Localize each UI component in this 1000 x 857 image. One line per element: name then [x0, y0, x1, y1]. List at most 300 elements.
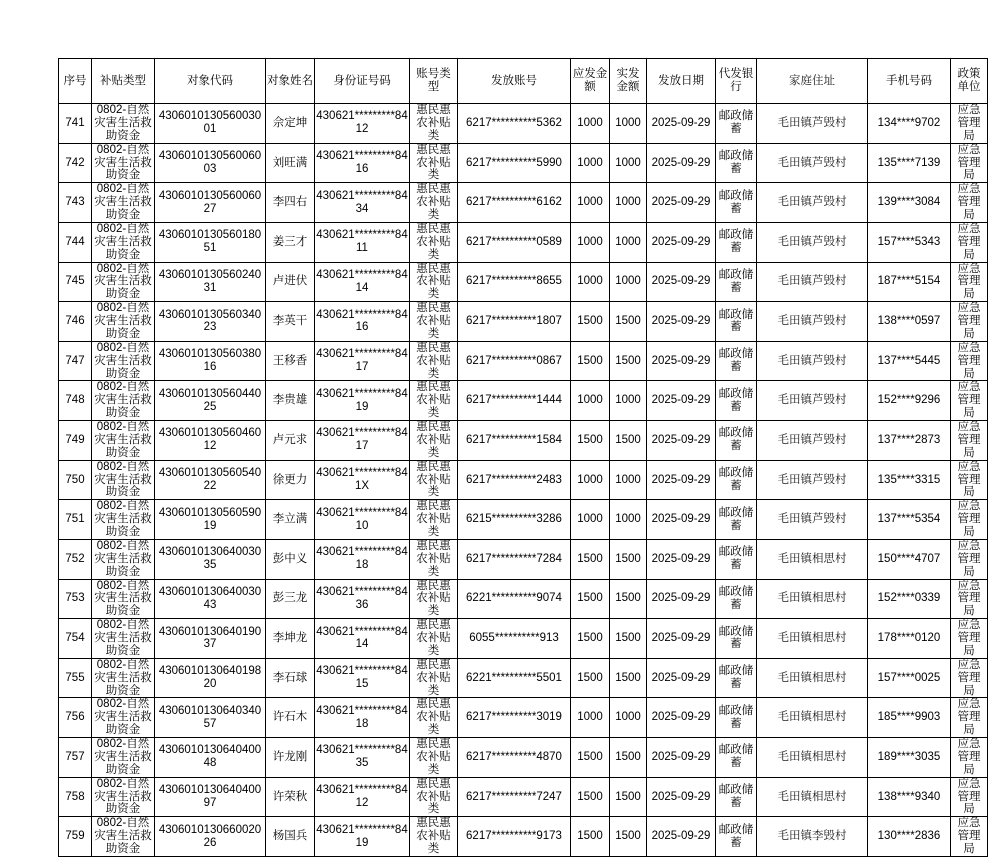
- cell-should-amount: 1500: [571, 539, 610, 579]
- cell-phone: 189****3035: [868, 738, 951, 778]
- cell-id-number: 430621*********8410: [315, 500, 410, 540]
- cell-actual-amount: 1500: [610, 619, 647, 659]
- cell-subsidy-type: 0802-自然灾害生活救助资金: [92, 222, 155, 262]
- cell-should-amount: 1000: [571, 500, 610, 540]
- cell-object-code: 430601013056006027: [155, 183, 266, 223]
- cell-actual-amount: 1000: [610, 222, 647, 262]
- cell-date: 2025-09-29: [647, 222, 716, 262]
- cell-subsidy-type: 0802-自然灾害生活救助资金: [92, 539, 155, 579]
- cell-seq: 749: [59, 421, 92, 461]
- cell-id-number: 430621*********8415: [315, 658, 410, 698]
- table-header: [59, 59, 988, 104]
- cell-account-type: 惠民惠农补贴类: [410, 341, 458, 381]
- cell-policy-unit: 应急管理局: [951, 738, 988, 778]
- cell-address: 毛田镇相思村: [757, 738, 868, 778]
- cell-object-code: 430601013056018051: [155, 222, 266, 262]
- cell-bank: 邮政储蓄: [716, 460, 757, 500]
- cell-account-number: 6221**********5501: [458, 658, 571, 698]
- cell-date: 2025-09-29: [647, 500, 716, 540]
- cell-bank: 邮政储蓄: [716, 500, 757, 540]
- cell-date: 2025-09-29: [647, 302, 716, 342]
- cell-seq: 746: [59, 302, 92, 342]
- cell-account-number: 6217**********5990: [458, 143, 571, 183]
- table-header-row: [59, 59, 988, 104]
- cell-policy-unit: 应急管理局: [951, 302, 988, 342]
- cell-address: 毛田镇芦毁村: [757, 460, 868, 500]
- cell-policy-unit: 应急管理局: [951, 777, 988, 817]
- cell-phone: 138****0597: [868, 302, 951, 342]
- cell-seq: 752: [59, 539, 92, 579]
- cell-policy-unit: 应急管理局: [951, 460, 988, 500]
- cell-bank: 邮政储蓄: [716, 341, 757, 381]
- table-row: [59, 381, 988, 421]
- cell-subsidy-type: 0802-自然灾害生活救助资金: [92, 104, 155, 144]
- cell-subsidy-type: 0802-自然灾害生活救助资金: [92, 579, 155, 619]
- column-header-seq: 序号: [59, 59, 92, 104]
- cell-account-type: 惠民惠农补贴类: [410, 183, 458, 223]
- cell-address: 毛田镇相思村: [757, 579, 868, 619]
- cell-subsidy-type: 0802-自然灾害生活救助资金: [92, 619, 155, 659]
- cell-actual-amount: 1500: [610, 817, 647, 857]
- column-header-id: 身份证号码: [315, 59, 410, 104]
- cell-account-type: 惠民惠农补贴类: [410, 262, 458, 302]
- cell-subsidy-type: 0802-自然灾害生活救助资金: [92, 817, 155, 857]
- cell-object-code: 430601013064040048: [155, 738, 266, 778]
- cell-bank: 邮政储蓄: [716, 143, 757, 183]
- cell-object-code: 430601013056044025: [155, 381, 266, 421]
- cell-id-number: 430621*********8412: [315, 104, 410, 144]
- table-row: [59, 421, 988, 461]
- cell-bank: 邮政储蓄: [716, 738, 757, 778]
- column-header-bank: 代发银行: [716, 59, 757, 104]
- cell-actual-amount: 1000: [610, 460, 647, 500]
- cell-address: 毛田镇李毁村: [757, 817, 868, 857]
- cell-account-type: 惠民惠农补贴类: [410, 381, 458, 421]
- cell-id-number: 430621*********8418: [315, 539, 410, 579]
- cell-policy-unit: 应急管理局: [951, 658, 988, 698]
- cell-account-type: 惠民惠农补贴类: [410, 104, 458, 144]
- cell-object-name: 彭三龙: [266, 579, 315, 619]
- cell-subsidy-type: 0802-自然灾害生活救助资金: [92, 777, 155, 817]
- cell-object-name: 佘定坤: [266, 104, 315, 144]
- cell-account-type: 惠民惠农补贴类: [410, 619, 458, 659]
- cell-object-name: 杨国兵: [266, 817, 315, 857]
- cell-phone: 150****4707: [868, 539, 951, 579]
- table-row: [59, 698, 988, 738]
- cell-bank: 邮政储蓄: [716, 658, 757, 698]
- cell-actual-amount: 1000: [610, 381, 647, 421]
- cell-policy-unit: 应急管理局: [951, 262, 988, 302]
- cell-account-number: 6217**********5362: [458, 104, 571, 144]
- cell-id-number: 430621*********8417: [315, 421, 410, 461]
- cell-object-name: 李贵雄: [266, 381, 315, 421]
- table-row: [59, 777, 988, 817]
- cell-address: 毛田镇相思村: [757, 777, 868, 817]
- cell-id-number: 430621*********8411: [315, 222, 410, 262]
- cell-seq: 744: [59, 222, 92, 262]
- cell-object-code: 430601013064019037: [155, 619, 266, 659]
- cell-bank: 邮政储蓄: [716, 539, 757, 579]
- cell-actual-amount: 1500: [610, 302, 647, 342]
- cell-id-number: 430621*********8414: [315, 262, 410, 302]
- cell-object-code: 430601013056024031: [155, 262, 266, 302]
- cell-phone: 139****3084: [868, 183, 951, 223]
- cell-phone: 178****0120: [868, 619, 951, 659]
- cell-id-number: 430621*********8419: [315, 817, 410, 857]
- cell-date: 2025-09-29: [647, 738, 716, 778]
- cell-object-code: 430601013064019820: [155, 658, 266, 698]
- cell-should-amount: 1500: [571, 579, 610, 619]
- cell-phone: 137****5354: [868, 500, 951, 540]
- table-row: [59, 262, 988, 302]
- column-header-date: 发放日期: [647, 59, 716, 104]
- cell-account-number: 6215**********3286: [458, 500, 571, 540]
- cell-bank: 邮政储蓄: [716, 579, 757, 619]
- cell-policy-unit: 应急管理局: [951, 143, 988, 183]
- cell-account-type: 惠民惠农补贴类: [410, 500, 458, 540]
- table-row: [59, 104, 988, 144]
- cell-seq: 755: [59, 658, 92, 698]
- cell-id-number: 430621*********8414: [315, 619, 410, 659]
- cell-date: 2025-09-29: [647, 698, 716, 738]
- cell-address: 毛田镇芦毁村: [757, 302, 868, 342]
- cell-object-name: 刘旺满: [266, 143, 315, 183]
- cell-id-number: 430621*********8412: [315, 777, 410, 817]
- cell-policy-unit: 应急管理局: [951, 183, 988, 223]
- cell-date: 2025-09-29: [647, 539, 716, 579]
- cell-phone: 137****2873: [868, 421, 951, 461]
- cell-account-number: 6217**********7247: [458, 777, 571, 817]
- cell-account-number: 6217**********0589: [458, 222, 571, 262]
- cell-subsidy-type: 0802-自然灾害生活救助资金: [92, 143, 155, 183]
- cell-account-number: 6217**********1444: [458, 381, 571, 421]
- cell-phone: 135****7139: [868, 143, 951, 183]
- cell-subsidy-type: 0802-自然灾害生活救助资金: [92, 262, 155, 302]
- cell-object-name: 姜三才: [266, 222, 315, 262]
- cell-object-code: 430601013056059019: [155, 500, 266, 540]
- cell-actual-amount: 1500: [610, 539, 647, 579]
- cell-seq: 748: [59, 381, 92, 421]
- cell-seq: 757: [59, 738, 92, 778]
- cell-should-amount: 1000: [571, 183, 610, 223]
- cell-date: 2025-09-29: [647, 817, 716, 857]
- cell-seq: 751: [59, 500, 92, 540]
- cell-actual-amount: 1000: [610, 698, 647, 738]
- cell-date: 2025-09-29: [647, 619, 716, 659]
- column-header-type: 补贴类型: [92, 59, 155, 104]
- cell-subsidy-type: 0802-自然灾害生活救助资金: [92, 500, 155, 540]
- cell-address: 毛田镇芦毁村: [757, 500, 868, 540]
- table-row: [59, 302, 988, 342]
- cell-policy-unit: 应急管理局: [951, 104, 988, 144]
- cell-object-name: 李立满: [266, 500, 315, 540]
- table-row: [59, 500, 988, 540]
- cell-date: 2025-09-29: [647, 341, 716, 381]
- cell-id-number: 430621*********8416: [315, 302, 410, 342]
- cell-account-number: 6217**********8655: [458, 262, 571, 302]
- cell-date: 2025-09-29: [647, 658, 716, 698]
- cell-policy-unit: 应急管理局: [951, 817, 988, 857]
- cell-policy-unit: 应急管理局: [951, 539, 988, 579]
- column-header-name: 对象姓名: [266, 59, 315, 104]
- cell-actual-amount: 1500: [610, 777, 647, 817]
- cell-phone: 130****2836: [868, 817, 951, 857]
- cell-should-amount: 1000: [571, 698, 610, 738]
- cell-object-name: 彭中义: [266, 539, 315, 579]
- cell-object-code: 430601013064003035: [155, 539, 266, 579]
- column-header-actual-amount: 实发金额: [610, 59, 647, 104]
- cell-id-number: 430621*********8434: [315, 183, 410, 223]
- cell-bank: 邮政储蓄: [716, 698, 757, 738]
- cell-seq: 742: [59, 143, 92, 183]
- cell-account-type: 惠民惠农补贴类: [410, 302, 458, 342]
- cell-seq: 741: [59, 104, 92, 144]
- cell-object-name: 卢元求: [266, 421, 315, 461]
- cell-subsidy-type: 0802-自然灾害生活救助资金: [92, 698, 155, 738]
- cell-phone: 157****5343: [868, 222, 951, 262]
- cell-phone: 134****9702: [868, 104, 951, 144]
- cell-object-code: 430601013056006003: [155, 143, 266, 183]
- cell-bank: 邮政储蓄: [716, 777, 757, 817]
- cell-actual-amount: 1000: [610, 500, 647, 540]
- cell-account-type: 惠民惠农补贴类: [410, 222, 458, 262]
- cell-date: 2025-09-29: [647, 460, 716, 500]
- cell-bank: 邮政储蓄: [716, 222, 757, 262]
- cell-subsidy-type: 0802-自然灾害生活救助资金: [92, 460, 155, 500]
- cell-date: 2025-09-29: [647, 381, 716, 421]
- cell-bank: 邮政储蓄: [716, 104, 757, 144]
- cell-subsidy-type: 0802-自然灾害生活救助资金: [92, 302, 155, 342]
- cell-bank: 邮政储蓄: [716, 817, 757, 857]
- cell-id-number: 430621*********8417: [315, 341, 410, 381]
- cell-object-name: 李石球: [266, 658, 315, 698]
- cell-object-code: 430601013064003043: [155, 579, 266, 619]
- cell-should-amount: 1000: [571, 222, 610, 262]
- cell-phone: 135****3315: [868, 460, 951, 500]
- cell-account-type: 惠民惠农补贴类: [410, 579, 458, 619]
- cell-seq: 745: [59, 262, 92, 302]
- cell-actual-amount: 1000: [610, 104, 647, 144]
- cell-seq: 754: [59, 619, 92, 659]
- cell-account-number: 6217**********9173: [458, 817, 571, 857]
- cell-id-number: 430621*********8436: [315, 579, 410, 619]
- cell-should-amount: 1000: [571, 104, 610, 144]
- cell-account-type: 惠民惠农补贴类: [410, 698, 458, 738]
- cell-account-number: 6217**********2483: [458, 460, 571, 500]
- cell-actual-amount: 1500: [610, 658, 647, 698]
- cell-seq: 750: [59, 460, 92, 500]
- cell-policy-unit: 应急管理局: [951, 698, 988, 738]
- cell-should-amount: 1000: [571, 381, 610, 421]
- cell-subsidy-type: 0802-自然灾害生活救助资金: [92, 183, 155, 223]
- cell-id-number: 430621*********8419: [315, 381, 410, 421]
- cell-should-amount: 1500: [571, 817, 610, 857]
- table-row: [59, 222, 988, 262]
- cell-bank: 邮政储蓄: [716, 421, 757, 461]
- cell-account-number: 6217**********6162: [458, 183, 571, 223]
- cell-subsidy-type: 0802-自然灾害生活救助资金: [92, 738, 155, 778]
- cell-object-code: 430601013056003001: [155, 104, 266, 144]
- cell-date: 2025-09-29: [647, 262, 716, 302]
- cell-address: 毛田镇芦毁村: [757, 222, 868, 262]
- cell-account-type: 惠民惠农补贴类: [410, 777, 458, 817]
- cell-date: 2025-09-29: [647, 579, 716, 619]
- cell-object-name: 许石木: [266, 698, 315, 738]
- cell-policy-unit: 应急管理局: [951, 222, 988, 262]
- column-header-phone: 手机号码: [868, 59, 951, 104]
- cell-account-number: 6217**********4870: [458, 738, 571, 778]
- column-header-account-number: 发放账号: [458, 59, 571, 104]
- cell-should-amount: 1000: [571, 143, 610, 183]
- cell-object-code: 430601013056038016: [155, 341, 266, 381]
- cell-address: 毛田镇芦毁村: [757, 381, 868, 421]
- cell-account-number: 6217**********1584: [458, 421, 571, 461]
- cell-policy-unit: 应急管理局: [951, 381, 988, 421]
- cell-address: 毛田镇芦毁村: [757, 143, 868, 183]
- cell-phone: 152****9296: [868, 381, 951, 421]
- table-row: [59, 341, 988, 381]
- cell-id-number: 430621*********8416: [315, 143, 410, 183]
- cell-should-amount: 1000: [571, 460, 610, 500]
- cell-bank: 邮政储蓄: [716, 183, 757, 223]
- cell-phone: 137****5445: [868, 341, 951, 381]
- cell-policy-unit: 应急管理局: [951, 619, 988, 659]
- table-body: [59, 104, 988, 857]
- cell-subsidy-type: 0802-自然灾害生活救助资金: [92, 658, 155, 698]
- cell-id-number: 430621*********8418: [315, 698, 410, 738]
- cell-account-type: 惠民惠农补贴类: [410, 143, 458, 183]
- cell-object-name: 李四右: [266, 183, 315, 223]
- cell-should-amount: 1500: [571, 777, 610, 817]
- table-row: [59, 738, 988, 778]
- cell-actual-amount: 1500: [610, 579, 647, 619]
- cell-actual-amount: 1000: [610, 143, 647, 183]
- subsidy-distribution-table: [58, 58, 988, 857]
- cell-object-code: 430601013056054022: [155, 460, 266, 500]
- cell-should-amount: 1000: [571, 262, 610, 302]
- cell-seq: 743: [59, 183, 92, 223]
- cell-phone: 187****5154: [868, 262, 951, 302]
- cell-actual-amount: 1500: [610, 421, 647, 461]
- cell-account-type: 惠民惠农补贴类: [410, 738, 458, 778]
- cell-object-code: 430601013064034057: [155, 698, 266, 738]
- table-row: [59, 143, 988, 183]
- cell-bank: 邮政储蓄: [716, 302, 757, 342]
- cell-date: 2025-09-29: [647, 183, 716, 223]
- cell-id-number: 430621*********8435: [315, 738, 410, 778]
- cell-bank: 邮政储蓄: [716, 381, 757, 421]
- cell-address: 毛田镇相思村: [757, 658, 868, 698]
- cell-object-code: 430601013064040097: [155, 777, 266, 817]
- column-header-account-type: 账号类型: [410, 59, 458, 104]
- cell-actual-amount: 1500: [610, 341, 647, 381]
- cell-account-number: 6221**********9074: [458, 579, 571, 619]
- cell-actual-amount: 1000: [610, 183, 647, 223]
- cell-actual-amount: 1000: [610, 262, 647, 302]
- cell-bank: 邮政储蓄: [716, 619, 757, 659]
- column-header-unit: 政策单位: [951, 59, 988, 104]
- cell-object-code: 430601013056046012: [155, 421, 266, 461]
- cell-object-name: 卢进伏: [266, 262, 315, 302]
- cell-should-amount: 1500: [571, 658, 610, 698]
- cell-account-type: 惠民惠农补贴类: [410, 539, 458, 579]
- cell-should-amount: 1500: [571, 421, 610, 461]
- cell-account-type: 惠民惠农补贴类: [410, 658, 458, 698]
- column-header-address: 家庭住址: [757, 59, 868, 104]
- cell-address: 毛田镇芦毁村: [757, 341, 868, 381]
- cell-policy-unit: 应急管理局: [951, 421, 988, 461]
- cell-object-name: 许荣秋: [266, 777, 315, 817]
- cell-object-name: 徐更力: [266, 460, 315, 500]
- cell-object-name: 李英干: [266, 302, 315, 342]
- cell-seq: 747: [59, 341, 92, 381]
- cell-address: 毛田镇相思村: [757, 619, 868, 659]
- cell-object-name: 许龙刚: [266, 738, 315, 778]
- table-row: [59, 539, 988, 579]
- cell-account-number: 6217**********3019: [458, 698, 571, 738]
- table-row: [59, 619, 988, 659]
- cell-account-number: 6217**********0867: [458, 341, 571, 381]
- cell-subsidy-type: 0802-自然灾害生活救助资金: [92, 421, 155, 461]
- cell-object-code: 430601013066002026: [155, 817, 266, 857]
- cell-id-number: 430621*********841X: [315, 460, 410, 500]
- cell-policy-unit: 应急管理局: [951, 500, 988, 540]
- cell-account-number: 6217**********7284: [458, 539, 571, 579]
- cell-address: 毛田镇芦毁村: [757, 183, 868, 223]
- cell-phone: 157****0025: [868, 658, 951, 698]
- column-header-code: 对象代码: [155, 59, 266, 104]
- cell-policy-unit: 应急管理局: [951, 579, 988, 619]
- cell-object-name: 王移香: [266, 341, 315, 381]
- cell-should-amount: 1500: [571, 341, 610, 381]
- cell-address: 毛田镇芦毁村: [757, 262, 868, 302]
- cell-seq: 756: [59, 698, 92, 738]
- column-header-should-amount: 应发金额: [571, 59, 610, 104]
- cell-date: 2025-09-29: [647, 777, 716, 817]
- cell-policy-unit: 应急管理局: [951, 341, 988, 381]
- cell-actual-amount: 1500: [610, 738, 647, 778]
- cell-should-amount: 1500: [571, 302, 610, 342]
- table-row: [59, 460, 988, 500]
- cell-address: 毛田镇相思村: [757, 539, 868, 579]
- cell-subsidy-type: 0802-自然灾害生活救助资金: [92, 341, 155, 381]
- cell-subsidy-type: 0802-自然灾害生活救助资金: [92, 381, 155, 421]
- cell-address: 毛田镇相思村: [757, 698, 868, 738]
- cell-seq: 759: [59, 817, 92, 857]
- cell-should-amount: 1500: [571, 738, 610, 778]
- cell-address: 毛田镇芦毁村: [757, 421, 868, 461]
- table-row: [59, 579, 988, 619]
- cell-bank: 邮政储蓄: [716, 262, 757, 302]
- cell-date: 2025-09-29: [647, 143, 716, 183]
- table-row: [59, 658, 988, 698]
- cell-address: 毛田镇芦毁村: [757, 104, 868, 144]
- cell-account-type: 惠民惠农补贴类: [410, 817, 458, 857]
- cell-seq: 758: [59, 777, 92, 817]
- cell-account-number: 6217**********1807: [458, 302, 571, 342]
- cell-date: 2025-09-29: [647, 421, 716, 461]
- table-row: [59, 183, 988, 223]
- cell-seq: 753: [59, 579, 92, 619]
- cell-account-type: 惠民惠农补贴类: [410, 460, 458, 500]
- cell-account-type: 惠民惠农补贴类: [410, 421, 458, 461]
- table-row: [59, 817, 988, 857]
- cell-phone: 152****0339: [868, 579, 951, 619]
- cell-account-number: 6055**********913: [458, 619, 571, 659]
- cell-date: 2025-09-29: [647, 104, 716, 144]
- cell-phone: 138****9340: [868, 777, 951, 817]
- cell-object-code: 430601013056034023: [155, 302, 266, 342]
